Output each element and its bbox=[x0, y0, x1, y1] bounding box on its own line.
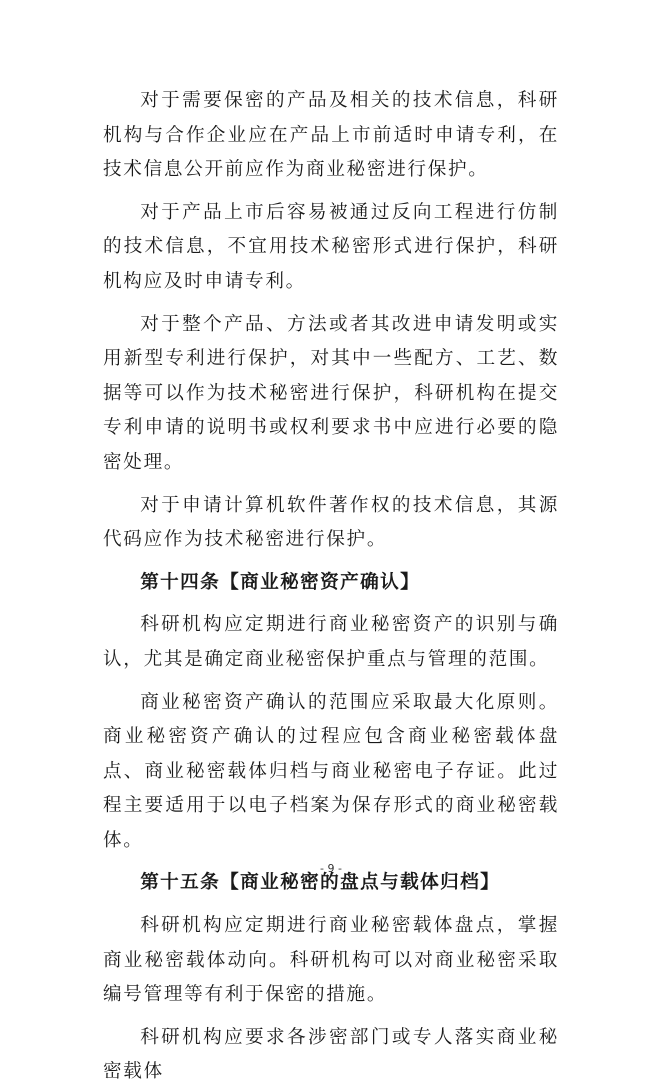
document-body bbox=[103, 84, 559, 1090]
paragraph-gap bbox=[103, 600, 559, 608]
paragraph-5: 科研机构应定期进行商业秘密资产的识别与确认，尤其是确定商业秘密保护重点与管理的范围。 bbox=[103, 614, 559, 670]
paragraph-4: 对于申请计算机软件著作权的技术信息，其源代码应作为技术秘密进行保护。 bbox=[103, 494, 559, 551]
paragraph-gap bbox=[103, 678, 559, 686]
paragraph-1: 对于需要保密的产品及相关的技术信息，科研机构与合作企业应在产品上市前适时申请专利，在技术信息公开前应作为商业秘密进行保护。 bbox=[103, 90, 559, 181]
paragraph-2: 对于产品上市后容易被通过反向工程进行仿制的技术信息，不宜用技术秘密形式进行保护，科研机构应及时申请专利。 bbox=[103, 201, 559, 292]
article-14-heading: 第十四条【商业秘密资产确认】 bbox=[140, 571, 421, 593]
paragraph-gap bbox=[103, 1013, 559, 1021]
paragraph-gap bbox=[103, 481, 559, 489]
paragraph-gap bbox=[103, 558, 559, 566]
paragraph-3: 对于整个产品、方法或者其改进申请发明或实用新型专利进行保护，对其中一些配方、工艺、数据等可以作为技术秘密进行保护，科研机构在提交专利申请的说明书或权利要求书中应进行必要的隐密处理。 bbox=[103, 313, 559, 473]
paragraph-7: 科研机构应定期进行商业秘密载体盘点，掌握商业秘密载体动向。科研机构可以对商业秘密采取编号管理等有利于保密的措施。 bbox=[103, 915, 559, 1006]
paragraph-6: 商业秘密资产确认的范围应采取最大化原则。商业秘密资产确认的过程应包含商业秘密载体盘点、商业秘密载体归档与商业秘密电子存证。此过程主要适用于以电子档案为保存形式的商业秘密载体。 bbox=[103, 691, 559, 851]
paragraph-gap bbox=[103, 300, 559, 308]
paragraph-8: 科研机构应要求各涉密部门或专人落实商业秘密载体 bbox=[103, 1026, 559, 1083]
page-number: - 9 - bbox=[320, 862, 342, 875]
paragraph-gap bbox=[103, 901, 559, 909]
article-15-heading: 第十五条【商业秘密的盘点与载体归档】 bbox=[140, 872, 501, 894]
paragraph-gap bbox=[103, 188, 559, 196]
